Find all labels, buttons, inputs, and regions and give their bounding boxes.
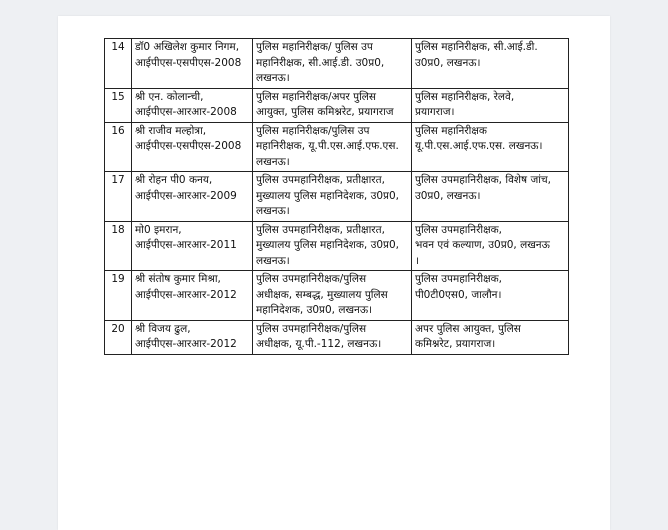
- officer-name-cell: [132, 271, 253, 321]
- cell-text-line: पुलिस महानिरीक्षक, सी.आई.डी.: [415, 41, 538, 53]
- cell-text-line: श्री रोहन पी0 कनय,: [135, 174, 213, 186]
- table-row: [105, 88, 569, 122]
- cell-text-line: पुलिस महानिरीक्षक: [415, 124, 487, 137]
- cell-text-line: आईपीएस-एसपीएस-2008: [135, 56, 242, 69]
- cell-text-line: महानिरीक्षक, सी.आई.डी. उ0प्र0,: [256, 56, 385, 69]
- cell-text-line: पुलिस उपमहानिरीक्षक, प्रतीक्षारत,: [256, 174, 385, 186]
- cell-text-line: पुलिस महानिरीक्षक/पुलिस उप: [256, 124, 370, 137]
- table-row: [105, 172, 569, 222]
- cell-text-line: अपर पुलिस आयुक्त, पुलिस: [415, 322, 521, 335]
- cell-text-line: ।: [415, 254, 419, 267]
- cell-text-line: पी0टी0एस0, जालौन।: [415, 288, 502, 301]
- cell-text-line: अधीक्षक, यू.पी.-112, लखनऊ।: [256, 338, 382, 350]
- current-posting-cell: [253, 221, 412, 271]
- cell-text-line: लखनऊ।: [256, 254, 290, 267]
- cell-text-line: लखनऊ।: [256, 72, 290, 84]
- current-posting-cell: [253, 271, 412, 321]
- new-posting-cell: [412, 88, 569, 122]
- current-posting-cell: [253, 172, 412, 222]
- cell-text-line: लखनऊ।: [256, 155, 290, 168]
- cell-text-line: मो0 इमरान,: [135, 223, 182, 236]
- cell-text-line: आयुक्त, पुलिस कमिश्नरेट, प्रयागराज: [256, 106, 394, 118]
- document-page: [58, 16, 610, 530]
- cell-text-line: प्रयागराज।: [415, 106, 455, 118]
- table-body: [105, 39, 569, 355]
- table-row: [105, 39, 569, 89]
- serial-number: 19: [105, 271, 132, 321]
- cell-text-line: कमिश्नरेट, प्रयागराज।: [415, 338, 496, 350]
- cell-text-line: अधीक्षक, सम्बद्ध, मुख्यालय पुलिस: [256, 288, 388, 301]
- officer-name-cell: [132, 39, 253, 89]
- table-row: [105, 122, 569, 172]
- cell-text-line: श्री विजय ढुल,: [135, 322, 191, 335]
- cell-text-line: श्री एन. कोलान्ची,: [135, 90, 204, 103]
- cell-text-line: उ0प्र0, लखनऊ।: [415, 56, 481, 69]
- cell-text-line: पुलिस उपमहानिरीक्षक,: [415, 273, 503, 285]
- officer-name-cell: [132, 172, 253, 222]
- cell-text-line: पुलिस उपमहानिरीक्षक/पुलिस: [256, 322, 367, 335]
- officer-name-cell: [132, 122, 253, 172]
- cell-text-line: महानिदेशक, उ0प्र0, लखनऊ।: [256, 304, 373, 316]
- serial-number: 14: [105, 39, 132, 89]
- serial-number: 20: [105, 320, 132, 354]
- new-posting-cell: [412, 172, 569, 222]
- new-posting-cell: [412, 221, 569, 271]
- table-row: [105, 320, 569, 354]
- officer-name-cell: [132, 88, 253, 122]
- serial-number: 16: [105, 122, 132, 172]
- cell-text-line: डॉ0 अखिलेश कुमार निगम,: [135, 41, 240, 53]
- transfer-table: [104, 38, 569, 355]
- current-posting-cell: [253, 320, 412, 354]
- cell-text-line: आईपीएस-आरआर-2008: [135, 106, 237, 118]
- new-posting-cell: [412, 271, 569, 321]
- cell-text-line: पुलिस उपमहानिरीक्षक, विशेष जांच,: [415, 174, 551, 186]
- serial-number: 15: [105, 88, 132, 122]
- serial-number: 18: [105, 221, 132, 271]
- cell-text-line: मुख्यालय पुलिस महानिदेशक, उ0प्र0,: [256, 239, 400, 251]
- cell-text-line: मुख्यालय पुलिस महानिदेशक, उ0प्र0,: [256, 189, 400, 202]
- cell-text-line: पुलिस उपमहानिरीक्षक,: [415, 223, 503, 236]
- officer-name-cell: [132, 221, 253, 271]
- cell-text-line: यू.पी.एस.आई.एफ.एस. लखनऊ।: [415, 140, 543, 152]
- cell-text-line: आईपीएस-आरआर-2012: [135, 288, 237, 301]
- cell-text-line: आईपीएस-एसपीएस-2008: [135, 140, 242, 152]
- cell-text-line: आईपीएस-आरआर-2011: [135, 239, 237, 251]
- cell-text-line: महानिरीक्षक, यू.पी.एस.आई.एफ.एस.: [256, 140, 399, 152]
- cell-text-line: श्री राजीव मल्होत्रा,: [135, 124, 207, 137]
- current-posting-cell: [253, 122, 412, 172]
- cell-text-line: आईपीएस-आरआर-2012: [135, 338, 237, 350]
- current-posting-cell: [253, 88, 412, 122]
- new-posting-cell: [412, 320, 569, 354]
- cell-text-line: श्री संतोष कुमार मिश्रा,: [135, 273, 221, 285]
- cell-text-line: पुलिस महानिरीक्षक/अपर पुलिस: [256, 90, 377, 103]
- current-posting-cell: [253, 39, 412, 89]
- cell-text-line: पुलिस महानिरीक्षक, रेलवे,: [415, 90, 515, 103]
- serial-number: 17: [105, 172, 132, 222]
- cell-text-line: आईपीएस-आरआर-2009: [135, 189, 237, 202]
- new-posting-cell: [412, 39, 569, 89]
- table-row: [105, 271, 569, 321]
- cell-text-line: पुलिस उपमहानिरीक्षक, प्रतीक्षारत,: [256, 223, 385, 236]
- cell-text-line: पुलिस महानिरीक्षक/ पुलिस उप: [256, 41, 373, 53]
- officer-name-cell: [132, 320, 253, 354]
- cell-text-line: लखनऊ।: [256, 205, 290, 217]
- new-posting-cell: [412, 122, 569, 172]
- table-row: [105, 221, 569, 271]
- cell-text-line: पुलिस उपमहानिरीक्षक/पुलिस: [256, 273, 367, 285]
- cell-text-line: उ0प्र0, लखनऊ।: [415, 189, 481, 202]
- cell-text-line: भवन एवं कल्याण, उ0प्र0, लखनऊ: [415, 239, 550, 251]
